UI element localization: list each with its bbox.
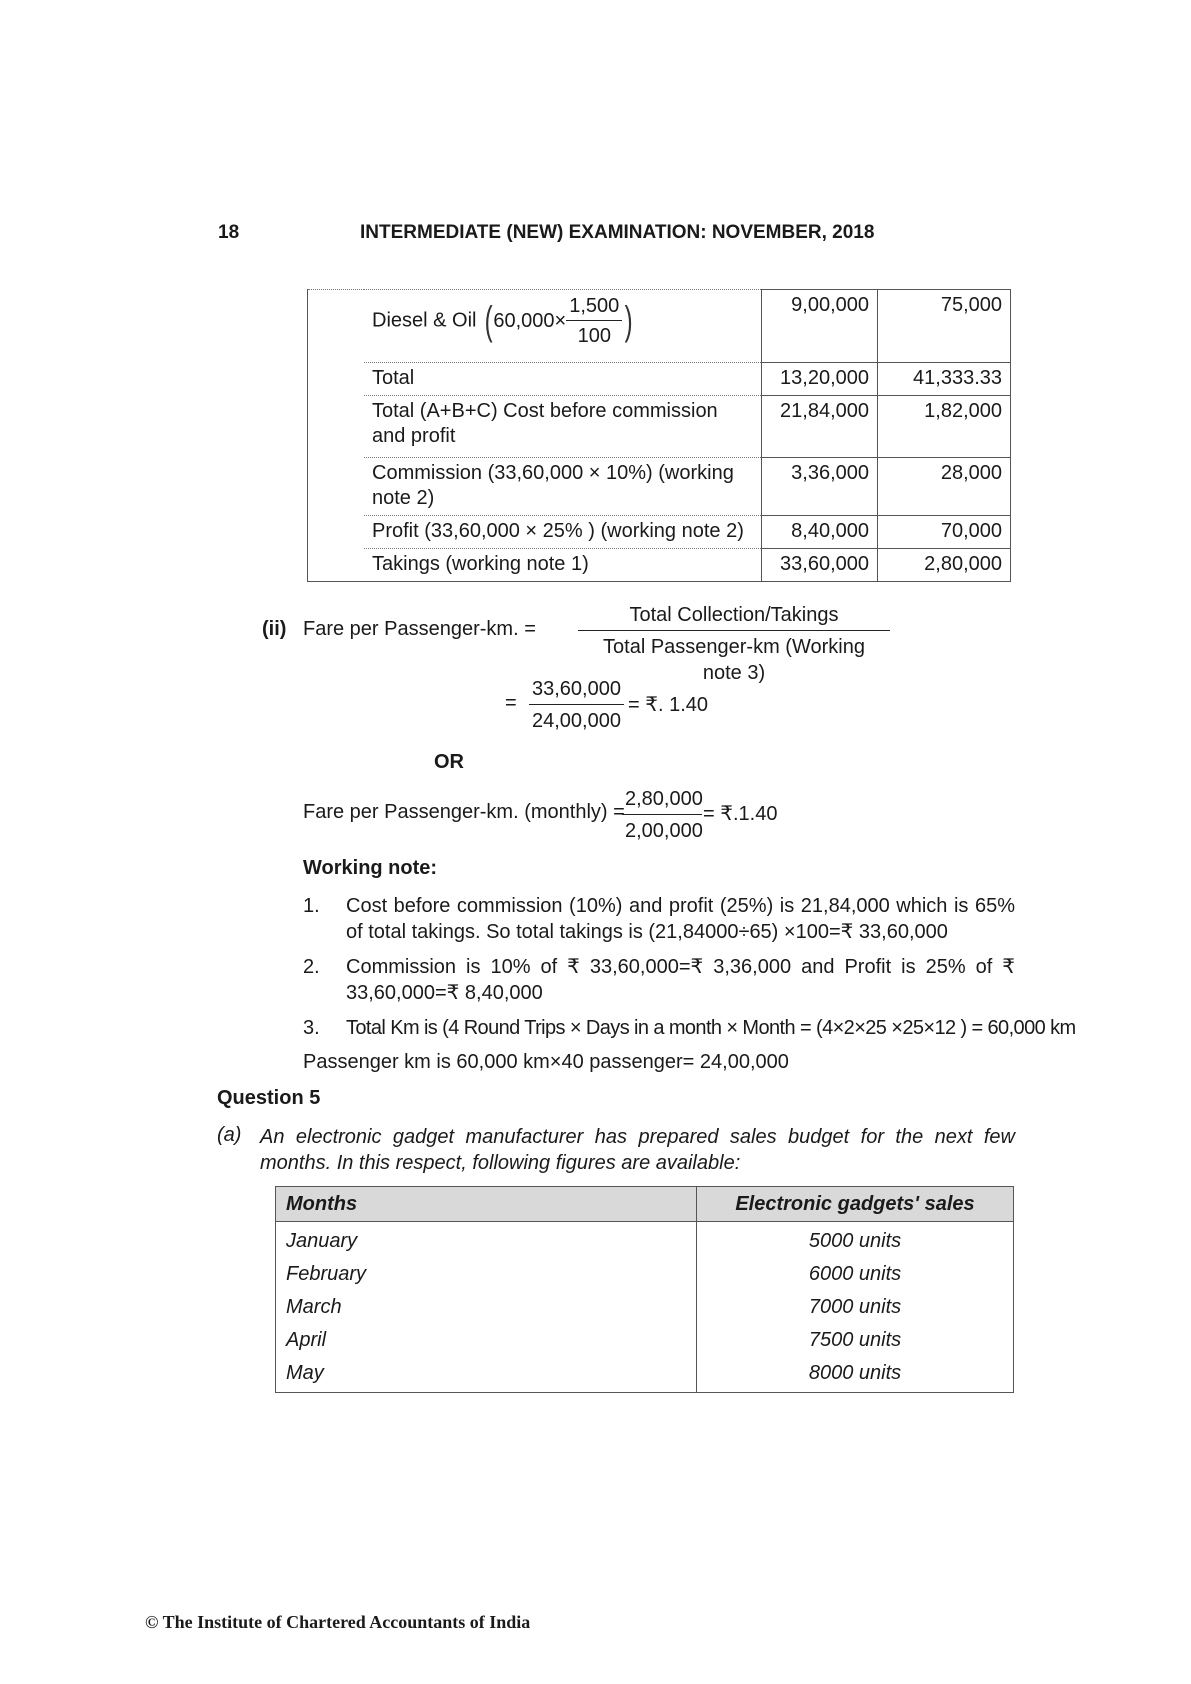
or-text: OR	[434, 751, 464, 773]
monthly-fare-fraction	[622, 786, 702, 844]
row-annual: 13,20,000	[762, 363, 878, 396]
table-row	[308, 363, 1011, 396]
sales-header: Electronic gadgets' sales	[697, 1187, 1014, 1222]
note-text: Commission is 10% of ₹ 33,60,000=₹ 3,36,000 and Profit is 25% of ₹ 33,60,000=₹ 8,40,000	[346, 956, 1015, 1004]
sales-cell: 8000 units	[697, 1357, 1014, 1393]
table-row	[276, 1258, 1014, 1291]
row-annual: 33,60,000	[762, 549, 878, 582]
working-note-heading: Working note:	[303, 857, 438, 879]
fare-calc-num: 33,60,000	[529, 676, 624, 705]
diesel-fraction	[566, 294, 622, 348]
months-header: Months	[276, 1187, 697, 1222]
row-label: Profit (33,60,000 × 25% ) (working note 2)	[364, 516, 762, 549]
month-cell: May	[276, 1357, 697, 1393]
sales-cell: 5000 units	[697, 1222, 1014, 1259]
months-sales-table	[275, 1186, 1014, 1393]
row-annual: 21,84,000	[762, 396, 878, 458]
monthly-fare-label: Fare per Passenger-km. (monthly) =	[303, 801, 625, 823]
monthly-fare-den: 2,00,000	[625, 820, 703, 842]
close-paren: )	[624, 299, 633, 343]
row-monthly: 28,000	[878, 458, 1011, 516]
note-number: 1.	[303, 895, 320, 917]
month-cell: January	[276, 1222, 697, 1259]
table-row	[276, 1291, 1014, 1324]
page-number: 18	[218, 222, 240, 243]
diesel-formula-left: 60,000×	[493, 309, 567, 332]
working-note-1	[303, 893, 1015, 945]
row-monthly: 70,000	[878, 516, 1011, 549]
question-marker: (a)	[217, 1124, 242, 1146]
diesel-monthly: 75,000	[878, 290, 1011, 363]
note-text: Cost before commission (10%) and profit (25%) is 21,84,000 which is 65% of total takings. So total takings is (21,84000÷65) ×100=₹ 33,60,000	[346, 895, 1015, 943]
row-label: Takings (working note 1)	[364, 549, 762, 582]
fare-calc-result: = ₹. 1.40	[628, 694, 708, 716]
fare-label: Fare per Passenger-km. =	[303, 618, 536, 640]
table-row	[276, 1222, 1014, 1259]
sales-cell: 7000 units	[697, 1291, 1014, 1324]
monthly-fare-num: 2,80,000	[622, 786, 702, 815]
table-row	[276, 1357, 1014, 1393]
question-text: An electronic gadget manufacturer has prepared sales budget for the next few months. In this respect, following figures are available:	[260, 1126, 1015, 1174]
open-paren: (	[484, 299, 493, 343]
note-number: 2.	[303, 956, 320, 978]
fare-calc	[529, 676, 624, 734]
table-header-row	[276, 1187, 1014, 1222]
monthly-fare-result: = ₹.1.40	[703, 803, 778, 825]
sales-cell: 6000 units	[697, 1258, 1014, 1291]
diesel-annual: 9,00,000	[762, 290, 878, 363]
row-annual: 3,36,000	[762, 458, 878, 516]
table-row	[308, 396, 1011, 458]
footer-copyright: © The Institute of Chartered Accountants of India	[145, 1612, 531, 1632]
row-label: Total (A+B+C) Cost before commission and profit	[364, 396, 762, 458]
fare-formula-den: Total Passenger-km (Working note 3)	[603, 636, 865, 684]
table-row	[308, 458, 1011, 516]
row-monthly: 2,80,000	[878, 549, 1011, 582]
diesel-fraction-den: 100	[577, 325, 611, 347]
fare-formula	[578, 602, 890, 686]
fare-formula-num: Total Collection/Takings	[578, 602, 890, 631]
working-note-2	[303, 954, 1015, 1006]
table-row	[308, 549, 1011, 582]
table-row	[276, 1324, 1014, 1357]
row-monthly: 41,333.33	[878, 363, 1011, 396]
working-note-3	[303, 1015, 1076, 1041]
sales-cell: 7500 units	[697, 1324, 1014, 1357]
equals-sign: =	[505, 692, 517, 714]
month-cell: March	[276, 1291, 697, 1324]
note-number: 3.	[303, 1017, 320, 1039]
row-label: Commission (33,60,000 × 10%) (working note 2)	[364, 458, 762, 516]
row-label: Total	[364, 363, 762, 396]
part-ii-marker: (ii)	[262, 618, 287, 640]
fare-calc-den: 24,00,000	[532, 710, 621, 732]
cost-table	[307, 289, 1011, 582]
month-cell: February	[276, 1258, 697, 1291]
page-title: INTERMEDIATE (NEW) EXAMINATION: NOVEMBER, 2018	[360, 222, 875, 243]
row-monthly: 1,82,000	[878, 396, 1011, 458]
table-row	[308, 290, 1011, 363]
row-annual: 8,40,000	[762, 516, 878, 549]
table-row	[308, 516, 1011, 549]
diesel-fraction-num: 1,500	[566, 294, 622, 321]
month-cell: April	[276, 1324, 697, 1357]
diesel-label-cell	[364, 290, 762, 363]
note-text: Total Km is (4 Round Trips × Days in a month × Month = (4×2×25 ×25×12 ) = 60,000 km	[346, 1017, 1076, 1039]
passenger-km-text: Passenger km is 60,000 km×40 passenger= 24,00,000	[303, 1051, 789, 1073]
question-heading: Question 5	[217, 1087, 321, 1109]
diesel-label: Diesel & Oil	[372, 309, 477, 332]
